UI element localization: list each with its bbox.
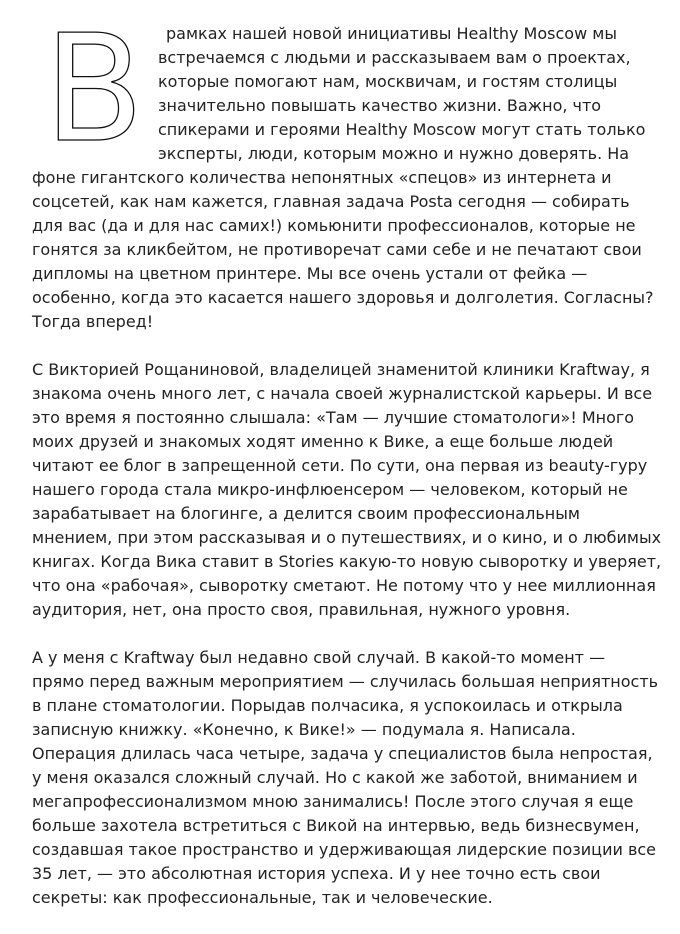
intro-paragraph-text: рамках нашей новой инициативы Healthy Moscow мы встречаемся с людьми и рассказываем вам о проектах, которые помогают нам, москвичам, и гостям столицы значительно повышать качество жизни. Важно, что спикерами и героями Healthy Moscow могут стать только эксперты, люди, которым можно и нужно доверять. На фоне гигантского количества непонятных «спецов» из интернета и соцсетей, как нам кажется, главная задача Posta сегодня — собирать для вас (да и для нас самих!) комьюнити профессионалов, которые не гонятся за кликбейтом, не противоречат сами себе и не печатают свои дипломы на цветном принтере. Мы все очень устали от фейка — особенно, когда это касается нашего здоровья и долголетия. Согласны? Тогда вперед!: [32, 24, 654, 331]
intro-paragraph: [32, 22, 662, 334]
drop-cap-letter: [44, 28, 150, 150]
drop-cap-glyph: В: [44, 28, 144, 150]
article-body: [32, 22, 662, 934]
paragraph-kraftway-intro: С Викторией Рощаниновой, владелицей знаменитой клиники Kraftway, я знакома очень много лет, с начала своей журналистской карьеры. И все это время я постоянно слышала: «Там — лучшие стоматологи»! Много моих друзей и знакомых ходят именно к Вике, а еще больше людей читают ее блог в запрещенной сети. По сути, она первая из beauty-гуру нашего города стала микро-инфлюенсером — человеком, который не зарабатывает на блогинге, а делится своим профессиональным мнением, при этом рассказывая и о путешествиях, и о кино, и о любимых книгах. Когда Вика ставит в Stories какую-то новую сыворотку и уверяет, что она «рабочая», сыворотку сметают. Не потому что у нее миллионная аудитория, нет, она просто своя, правильная, нужного уровня.: [32, 360, 662, 619]
paragraph-personal-case: А у меня с Kraftway был недавно свой случай. В какой-то момент — прямо перед важным мероприятием — случилась большая неприятность в плане стоматологии. Порыдав полчасика, я успокоилась и открыла записную книжку. «Конечно, к Вике!» — подумала я. Написала. Операция длилась часа четыре, задача у специалистов была непростая, у меня оказался сложный случай. Но с какой же заботой, вниманием и мегапрофессионализмом мною занимались! После этого случая я еще больше захотела встретиться с Викой на интервью, ведь бизнесвумен, создавшая такое пространство и удерживающая лидерские позиции все 35 лет, — это абсолютная история успеха. И у нее точно есть свои секреты: как профессиональные, так и человеческие.: [32, 648, 659, 907]
